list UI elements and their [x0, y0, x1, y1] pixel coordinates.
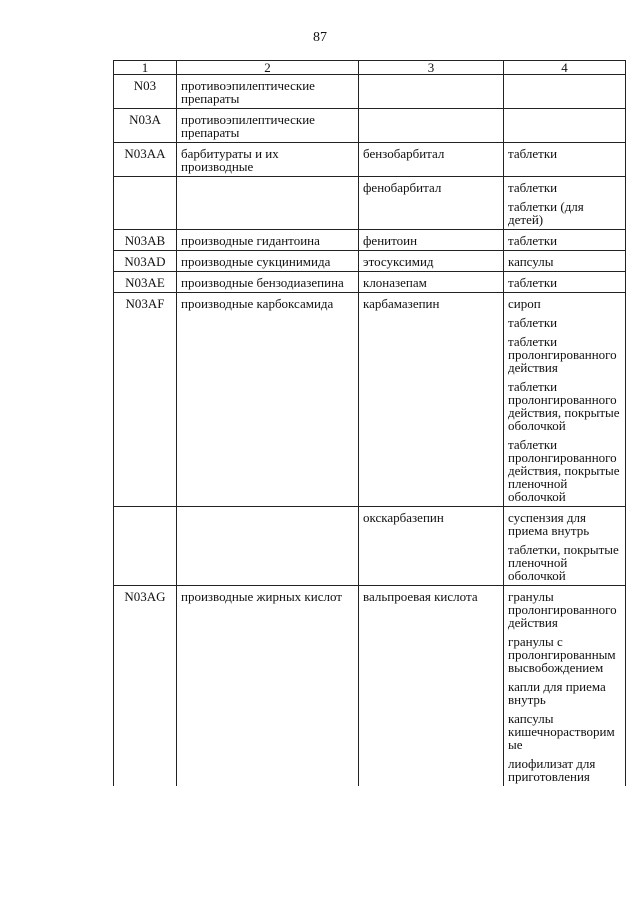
table-row	[114, 293, 626, 507]
dosage-form: таблетки	[508, 275, 558, 290]
drug-table	[113, 60, 626, 786]
atc-code-cell: N03	[114, 75, 177, 109]
group-cell	[177, 177, 359, 230]
group-cell: производные сукцинимида	[177, 251, 359, 272]
dosage-form: капли для приема внутрь	[508, 679, 606, 707]
dosage-form: гранулы пролонгированного действия	[508, 589, 617, 630]
forms-cell	[504, 507, 626, 586]
column-header-2: 2	[177, 61, 359, 75]
group-cell: противоэпилептические препараты	[177, 109, 359, 143]
atc-code-cell: N03AD	[114, 251, 177, 272]
dosage-form: суспензия для приема внутрь	[508, 510, 590, 538]
group-cell: производные жирных кислот	[177, 586, 359, 787]
drug-cell: фенитоин	[359, 230, 504, 251]
forms-cell	[504, 109, 626, 143]
table-row	[114, 507, 626, 586]
group-cell: противоэпилептические препараты	[177, 75, 359, 109]
table-row	[114, 177, 626, 230]
table-body	[114, 75, 626, 787]
table-row	[114, 143, 626, 177]
drug-cell: этосуксимид	[359, 251, 504, 272]
drug-cell: окскарбазепин	[359, 507, 504, 586]
table-row	[114, 251, 626, 272]
table-row	[114, 230, 626, 251]
forms-cell	[504, 75, 626, 109]
drug-cell: бензобарбитал	[359, 143, 504, 177]
forms-cell	[504, 143, 626, 177]
dosage-form: таблетки	[508, 146, 558, 161]
atc-code-cell	[114, 507, 177, 586]
dosage-form: таблетки (для детей)	[508, 199, 584, 227]
dosage-form: таблетки, покрытые пленочной оболочкой	[508, 542, 619, 583]
dosage-form: таблетки	[508, 233, 558, 248]
drug-table-container	[113, 60, 625, 786]
column-header-4: 4	[504, 61, 626, 75]
dosage-form: сироп	[508, 296, 541, 311]
table-row	[114, 75, 626, 109]
forms-cell	[504, 230, 626, 251]
column-number-row	[114, 61, 626, 75]
dosage-form: капсулы	[508, 254, 554, 269]
drug-cell: клоназепам	[359, 272, 504, 293]
drug-cell	[359, 75, 504, 109]
atc-code-cell: N03AG	[114, 586, 177, 787]
page-number: 87	[313, 30, 327, 45]
forms-cell	[504, 177, 626, 230]
forms-cell	[504, 586, 626, 787]
atc-code-cell: N03AF	[114, 293, 177, 507]
forms-cell	[504, 272, 626, 293]
drug-cell	[359, 109, 504, 143]
dosage-form: таблетки пролонгированного действия, покрытые пленочной оболочкой	[508, 437, 620, 504]
atc-code-cell: N03AB	[114, 230, 177, 251]
group-cell	[177, 507, 359, 586]
dosage-form: таблетки пролонгированного действия	[508, 334, 617, 375]
dosage-form: капсулы кишечнорастворимые	[508, 711, 615, 752]
atc-code-cell: N03AA	[114, 143, 177, 177]
table-row	[114, 586, 626, 787]
forms-cell	[504, 251, 626, 272]
group-cell: барбитураты и их производные	[177, 143, 359, 177]
dosage-form: лиофилизат для приготовления	[508, 756, 596, 784]
group-cell: производные гидантоина	[177, 230, 359, 251]
table-row	[114, 272, 626, 293]
drug-cell: вальпроевая кислота	[359, 586, 504, 787]
dosage-form: таблетки пролонгированного действия, покрытые оболочкой	[508, 379, 620, 433]
drug-cell: карбамазепин	[359, 293, 504, 507]
atc-code-cell	[114, 177, 177, 230]
forms-cell	[504, 293, 626, 507]
atc-code-cell: N03AE	[114, 272, 177, 293]
drug-cell: фенобарбитал	[359, 177, 504, 230]
atc-code-cell: N03A	[114, 109, 177, 143]
dosage-form: таблетки	[508, 180, 558, 195]
column-header-1: 1	[114, 61, 177, 75]
column-header-3: 3	[359, 61, 504, 75]
table-row	[114, 109, 626, 143]
group-cell: производные карбоксамида	[177, 293, 359, 507]
dosage-form: таблетки	[508, 315, 558, 330]
group-cell: производные бензодиазепина	[177, 272, 359, 293]
dosage-form: гранулы с пролонгированным высвобождением	[508, 634, 616, 675]
